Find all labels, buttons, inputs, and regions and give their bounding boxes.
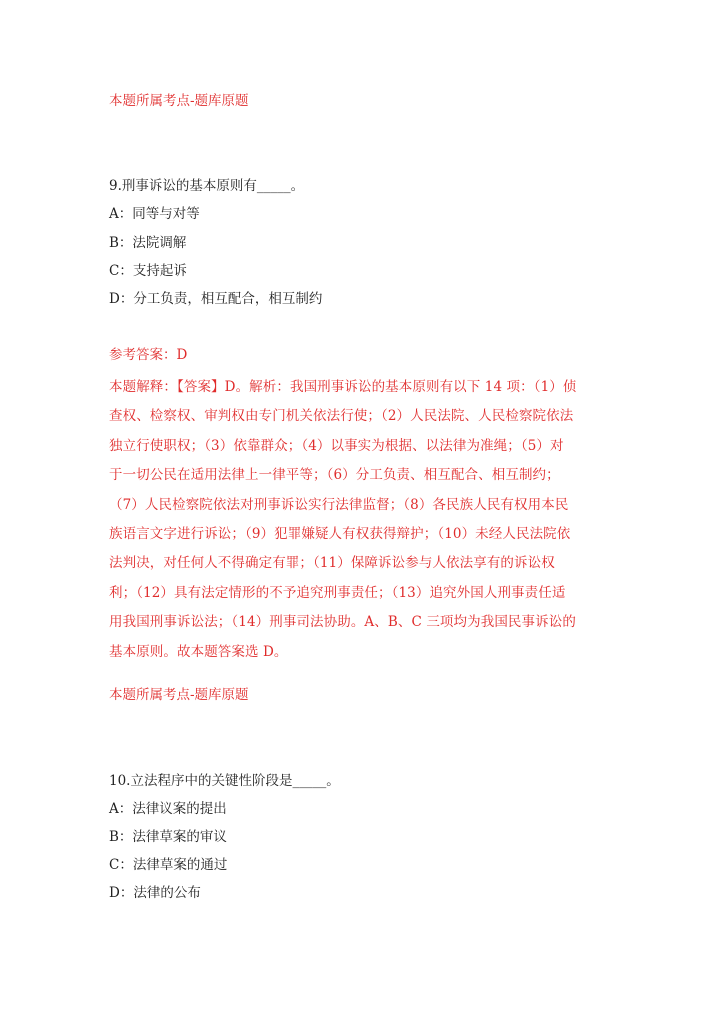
question-10-option-d: D：法律的公布 bbox=[109, 885, 201, 901]
question-9-option-a: A：同等与对等 bbox=[109, 206, 200, 222]
explanation-line: 基本原则。故本题答案选 D。 bbox=[109, 643, 288, 660]
question-9-explanation bbox=[109, 373, 615, 667]
explanation-line: （7）人民检察院依法对刑事诉讼实行法律监督；（8）各民族人民有权用本民 bbox=[109, 496, 569, 513]
question-10-option-b: B：法律草案的审议 bbox=[109, 829, 227, 845]
explanation-line: 利；（12）具有法定情形的不予追究刑事责任；（13）追究外国人刑事责任适 bbox=[109, 584, 566, 601]
source-note-bottom: 本题所属考点-题库原题 bbox=[109, 687, 249, 703]
explanation-line: 本题解释：【答案】D。解析：我国刑事诉讼的基本原则有以下 14 项：（1）侦 bbox=[109, 379, 577, 395]
question-9-stem: 9.刑事诉讼的基本原则有_____。 bbox=[109, 178, 305, 194]
question-10-option-a: A：法律议案的提出 bbox=[109, 801, 227, 817]
question-9-option-c: C：支持起诉 bbox=[109, 263, 187, 279]
question-9-option-b: B：法院调解 bbox=[109, 235, 187, 251]
question-9-answer: 参考答案：D bbox=[109, 347, 188, 363]
explanation-line: 独立行使职权；（3）依靠群众；（4）以事实为根据、以法律为准绳；（5）对 bbox=[109, 437, 564, 454]
explanation-line: 族语言文字进行诉讼；（9）犯罪嫌疑人有权获得辩护；（10）未经人民法院依 bbox=[109, 526, 571, 543]
source-note-top: 本题所属考点-题库原题 bbox=[109, 93, 249, 109]
question-10-option-c: C：法律草案的通过 bbox=[109, 857, 228, 873]
explanation-line: 查权、检察权、审判权由专门机关依法行使；（2）人民法院、人民检察院依法 bbox=[109, 408, 574, 425]
explanation-line: 用我国刑事诉讼法；（14）刑事司法协助。A、B、C 三项均为我国民事诉讼的 bbox=[109, 614, 576, 631]
question-10-stem: 10.立法程序中的关键性阶段是_____。 bbox=[109, 773, 340, 789]
question-9-option-d: D：分工负责，相互配合，相互制约 bbox=[109, 291, 323, 307]
explanation-line: 法判决，对任何人不得确定有罪；（11）保障诉讼参与人依法享有的诉讼权 bbox=[109, 555, 555, 572]
explanation-line: 于一切公民在适用法律上一律平等；（6）分工负责、相互配合、相互制约； bbox=[109, 467, 560, 484]
